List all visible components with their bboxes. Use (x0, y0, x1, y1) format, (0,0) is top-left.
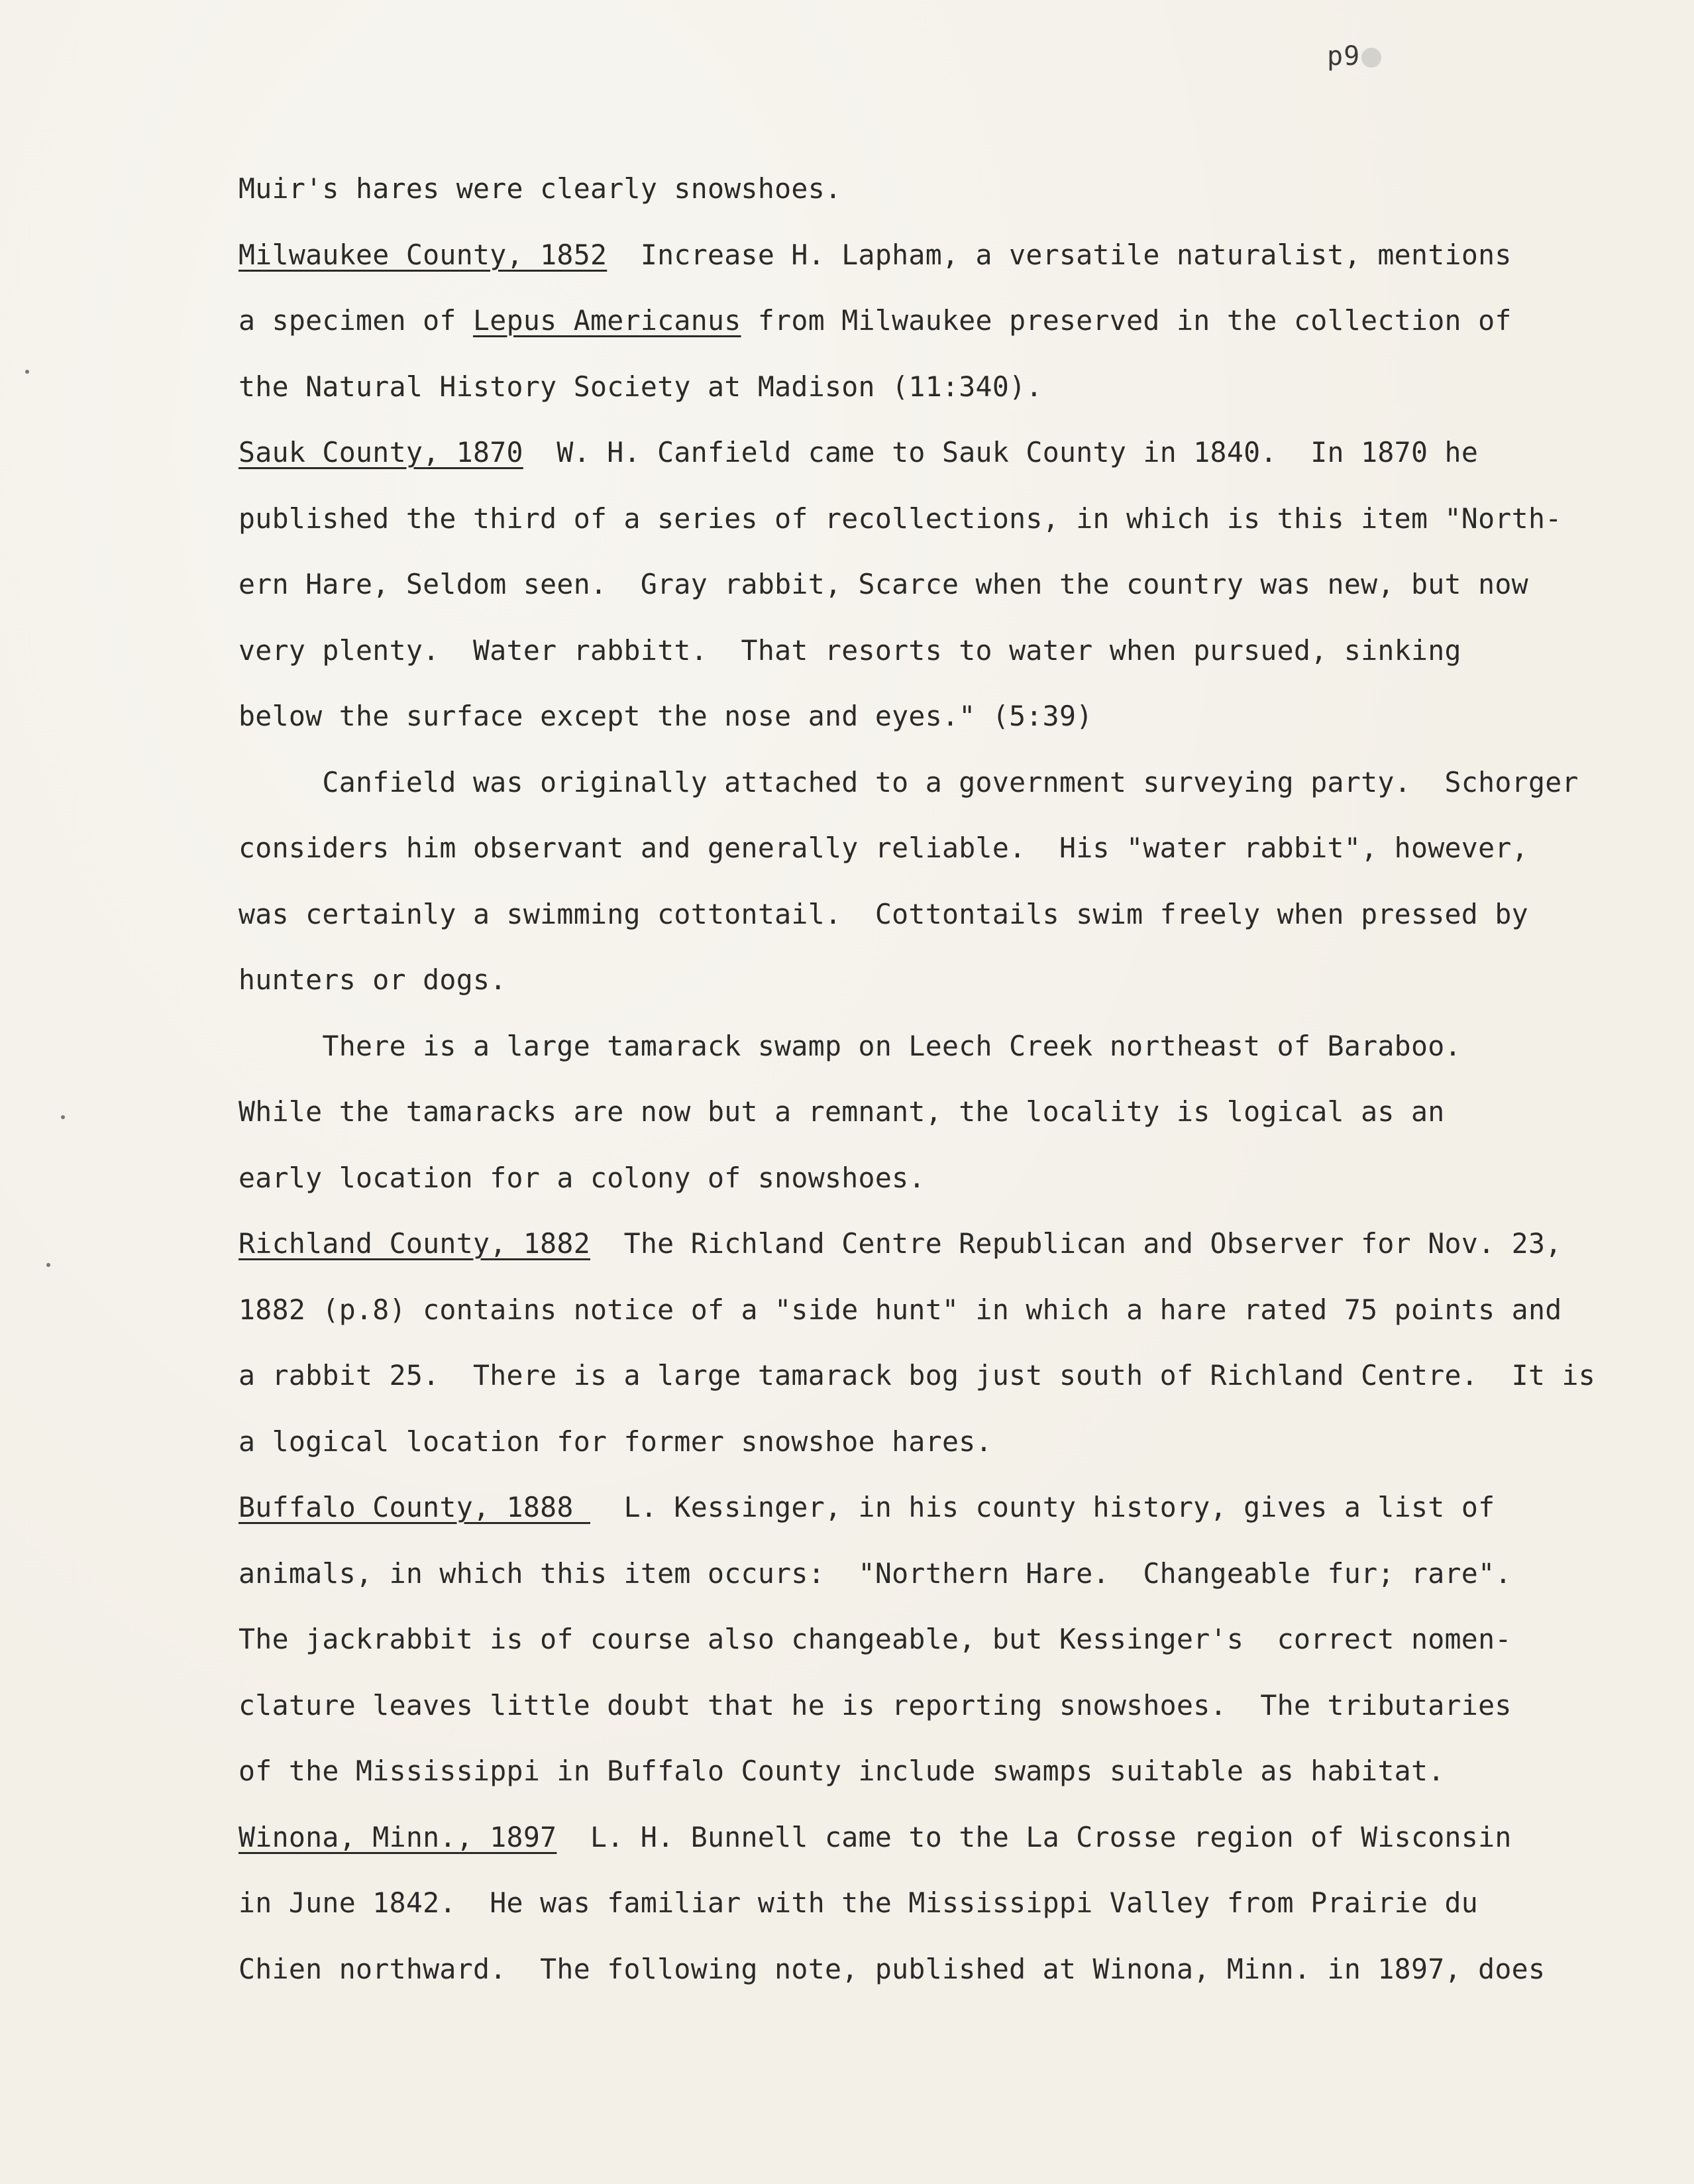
text-segment: a logical location for former snowshoe hares. (238, 1425, 992, 1458)
text-line (238, 1755, 1445, 1788)
text-line (238, 766, 1579, 799)
text-line (238, 1886, 1478, 1920)
text-line (238, 832, 1528, 865)
text-segment: L. Kessinger, in his county history, gives a list of (590, 1491, 1495, 1523)
text-segment: below the surface except the nose and eyes." (5:39) (238, 700, 1093, 732)
text-segment: of the Mississippi in Buffalo County include swamps suitable as habitat. (238, 1755, 1445, 1787)
text-segment: W. H. Canfield came to Sauk County in 1840. In 1870 he (523, 436, 1479, 468)
text-line (238, 1227, 1562, 1260)
text-segment: L. H. Bunnell came to the La Crosse region of Wisconsin (556, 1820, 1512, 1853)
text-segment: The Richland Centre Republican and Observer for Nov. 23, (590, 1227, 1562, 1260)
text-segment: hunters or dogs. (238, 963, 507, 996)
text-segment: clature leaves little doubt that he is reporting snowshoes. The tributaries (238, 1688, 1512, 1721)
underlined-heading: Richland County, 1882 (238, 1227, 590, 1260)
text-segment: Muir's hares were clearly snowshoes. (238, 172, 842, 205)
text-segment: Canfield was originally attached to a government surveying party. Schorger (238, 765, 1579, 798)
text-segment: a specimen of (238, 304, 473, 337)
text-line (238, 1293, 1562, 1327)
text-line (238, 239, 1512, 272)
text-segment: 1882 (p.8) contains notice of a "side hunt" in which a hare rated 75 points and (238, 1293, 1562, 1326)
text-line (238, 568, 1528, 601)
text-line (238, 700, 1093, 733)
text-line (238, 172, 841, 205)
underlined-heading: Buffalo County, 1888 (238, 1491, 590, 1523)
text-segment: early location for a colony of snowshoes. (238, 1161, 926, 1194)
text-segment: very plenty. Water rabbitt. That resorts to water when pursued, sinking (238, 633, 1461, 667)
text-segment: the Natural History Society at Madison (11:340). (238, 370, 1043, 403)
text-segment: was certainly a swimming cottontail. Cottontails swim freely when pressed by (238, 897, 1528, 930)
text-line (238, 963, 507, 997)
text-segment: considers him observant and generally reliable. His "water rabbit", however, (238, 832, 1528, 864)
text-line (238, 1491, 1495, 1524)
text-line (238, 1425, 992, 1458)
text-line (238, 304, 1512, 337)
text-segment: There is a large tamarack swamp on Leech Creek northeast of Baraboo. (238, 1029, 1461, 1062)
text-line (238, 1689, 1512, 1722)
text-line (238, 1095, 1445, 1128)
underlined-heading: Milwaukee County, 1852 (238, 238, 608, 271)
text-segment: ern Hare, Seldom seen. Gray rabbit, Scarce when the country was new, but now (238, 568, 1528, 600)
text-segment: While the tamaracks are now but a remnant, the locality is logical as an (238, 1095, 1445, 1128)
text-line (238, 502, 1562, 535)
text-segment: animals, in which this item occurs: "Northern Hare. Changeable fur; rare". (238, 1556, 1512, 1590)
text-segment: The jackrabbit is of course also changeable, but Kessinger's correct nomen- (238, 1623, 1512, 1655)
underlined-heading: Winona, Minn., 1897 (238, 1820, 557, 1853)
underlined-heading: Lepus Americanus (473, 304, 741, 337)
text-line (238, 898, 1528, 931)
text-line (238, 370, 1043, 404)
text-line (238, 1557, 1512, 1590)
text-line (238, 634, 1461, 667)
text-line (238, 436, 1478, 469)
margin-mark (25, 370, 29, 374)
text-segment: published the third of a series of recollections, in which is this item "North- (238, 502, 1562, 535)
text-segment: from Milwaukee preserved in the collection of (741, 304, 1512, 337)
text-line (238, 1821, 1512, 1854)
text-line (238, 1030, 1461, 1063)
text-line (238, 1359, 1595, 1392)
text-line (238, 1953, 1545, 1986)
text-segment: a rabbit 25. There is a large tamarack bog just south of Richland Centre. It is (238, 1359, 1596, 1392)
page-number-text: p9 (1327, 41, 1361, 72)
margin-mark (61, 1115, 65, 1119)
underlined-heading: Sauk County, 1870 (238, 436, 523, 468)
text-segment: in June 1842. He was familiar with the Mississippi Valley from Prairie du (238, 1886, 1479, 1919)
margin-mark (46, 1263, 50, 1267)
ink-smudge (1361, 48, 1381, 68)
text-segment: Chien northward. The following note, published at Winona, Minn. in 1897, does (238, 1952, 1546, 1985)
text-line (238, 1162, 926, 1195)
page-number (1327, 41, 1381, 72)
text-line (238, 1623, 1512, 1656)
text-segment: Increase H. Lapham, a versatile naturalist, mentions (607, 238, 1512, 271)
